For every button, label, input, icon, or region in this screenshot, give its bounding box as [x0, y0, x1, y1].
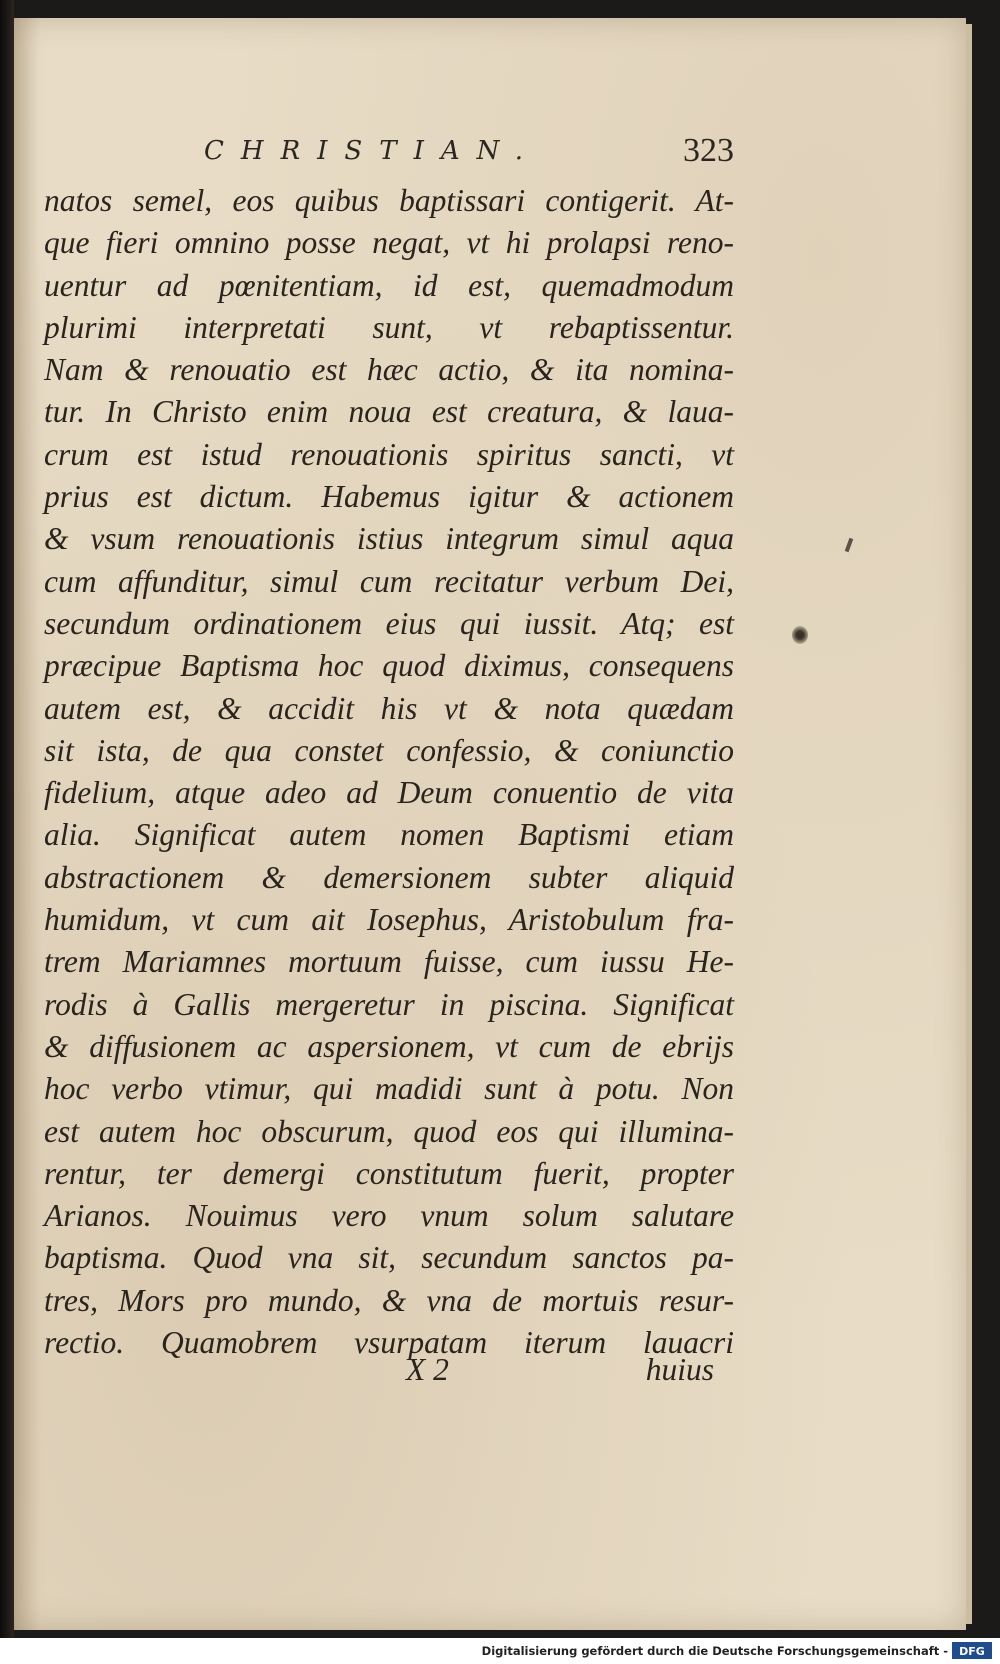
catchline	[44, 1352, 734, 1396]
text-line: hoc verbo vtimur, qui madidi sunt à potu. Non	[44, 1071, 734, 1107]
dfg-logo-icon: DFG	[952, 1642, 992, 1659]
book-page	[14, 18, 966, 1630]
book-binding-edge	[0, 0, 14, 1664]
text-line: sit ista, de qua constet confessio, & coniunctio	[44, 732, 734, 768]
running-head: CHRISTIAN.	[204, 136, 540, 166]
page-header	[124, 132, 734, 176]
text-line: baptisma. Quod vna sit, secundum sanctos pa-	[44, 1240, 734, 1276]
text-line: abstractionem & demersionem subter aliquid	[44, 859, 734, 895]
catchword: huius	[645, 1352, 714, 1387]
text-line: cum affunditur, simul cum recitatur verbum Dei,	[44, 563, 734, 599]
text-line: præcipue Baptisma hoc quod diximus, consequens	[44, 648, 734, 684]
footer-bar	[0, 1638, 1000, 1664]
text-line: rectio. Quamobrem vsurpatam iterum lauacri	[44, 1325, 734, 1361]
signature-mark: X 2	[406, 1352, 449, 1387]
text-line: humidum, vt cum ait Iosephus, Aristobulum fra-	[44, 902, 734, 938]
page-number: 323	[683, 132, 734, 169]
text-line: Nam & renouatio est hæc actio, & ita nomina-	[44, 352, 734, 388]
ink-mark	[845, 538, 854, 553]
text-line: prius est dictum. Habemus igitur & actionem	[44, 479, 734, 515]
page-edge	[966, 24, 972, 1624]
text-line: tres, Mors pro mundo, & vna de mortuis resur-	[44, 1282, 734, 1318]
text-line: est autem hoc obscurum, quod eos qui illumina-	[44, 1113, 734, 1149]
ink-stain	[792, 626, 808, 644]
text-line: Arianos. Nouimus vero vnum solum salutare	[44, 1198, 734, 1234]
text-line: que fieri omnino posse negat, vt hi prolapsi reno-	[44, 225, 734, 261]
text-line: uentur ad pœnitentiam, id est, quemadmodum	[44, 267, 734, 303]
text-line: & diffusionem ac aspersionem, vt cum de ebrijs	[44, 1028, 734, 1064]
body-text	[44, 180, 734, 1364]
text-line: autem est, & accidit his vt & nota quædam	[44, 690, 734, 726]
text-line: crum est istud renouationis spiritus sancti, vt	[44, 436, 734, 472]
text-line: trem Mariamnes mortuum fuisse, cum iussu He-	[44, 944, 734, 980]
text-line: rentur, ter demergi constitutum fuerit, propter	[44, 1155, 734, 1191]
text-line: rodis à Gallis mergeretur in piscina. Significat	[44, 986, 734, 1022]
text-line: alia. Significat autem nomen Baptismi etiam	[44, 817, 734, 853]
text-line: secundum ordinationem eius qui iussit. Atq; est	[44, 605, 734, 641]
text-line: natos semel, eos quibus baptissari contigerit. At-	[44, 183, 734, 218]
text-line: fidelium, atque adeo ad Deum conuentio de vita	[44, 775, 734, 811]
funding-credit: Digitalisierung gefördert durch die Deutsche Forschungsgemeinschaft -	[481, 1644, 948, 1658]
text-line: & vsum renouationis istius integrum simul aqua	[44, 521, 734, 557]
text-line: tur. In Christo enim noua est creatura, & laua-	[44, 394, 734, 430]
text-line: plurimi interpretati sunt, vt rebaptissentur.	[44, 309, 734, 345]
